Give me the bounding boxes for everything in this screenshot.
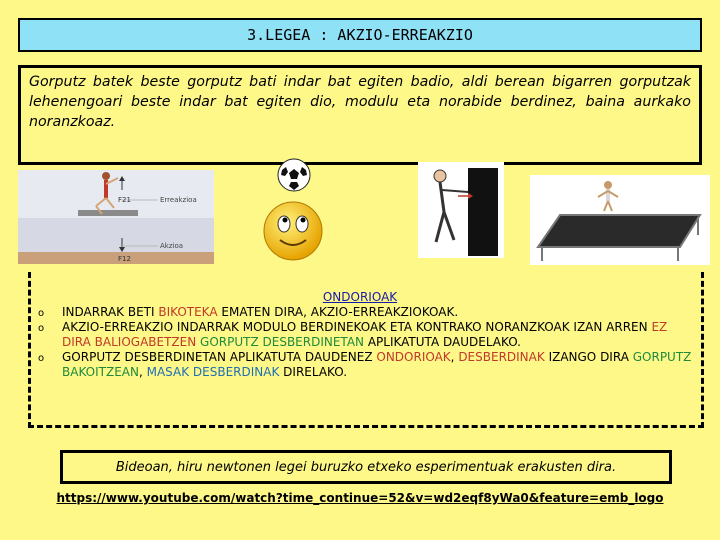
slide-title-text: 3.LEGEA : AKZIO-ERREAKZIO: [247, 26, 473, 44]
trampoline-image: [530, 175, 710, 265]
bullet-icon: o: [38, 353, 45, 364]
bullet-icon: o: [38, 323, 45, 334]
slide-title: [18, 18, 702, 52]
conclusion-item: o INDARRAK BETI BIKOTEKA EMATEN DIRA, AKZIO-ERREAKZIOKOAK.: [38, 305, 459, 319]
conclusions-list: [38, 305, 698, 380]
youtube-link[interactable]: https://www.youtube.com/watch?time_continue=52&v=wd2eqf8yWa0&feature=emb_logo: [56, 491, 664, 505]
f21-label: F21: [118, 196, 131, 204]
video-note-box: [60, 450, 672, 484]
f12-label: F12: [118, 255, 131, 263]
jumper-diagram-image: [18, 170, 214, 264]
soccer-ball-image: [277, 158, 311, 192]
definition-text: Gorputz batek beste gorputz bati indar bat egiten badio, aldi berean bigarren gorputzak lehenengoari beste indar bat egiten dio, modulu eta norabide berdinez, baina aurkako noranzkoaz.: [29, 74, 691, 130]
conclusions-heading: ONDORIOAK: [322, 290, 398, 304]
smiley-face-image: [262, 200, 324, 262]
bullet-icon: o: [38, 308, 45, 319]
conclusion-item: o GORPUTZ DESBERDINETAN APLIKATUTA DAUDENEZ ONDORIOAK, DESBERDINAK IZANGO DIRA GORPUTZ BAKOITZEAN, MASAK DESBERDINAK DIRELAKO.: [38, 350, 692, 379]
erreakzioa-label: Erreakzioa: [160, 196, 197, 204]
video-note-text: Bideoan, hiru newtonen legei buruzko etxeko esperimentuak erakusten dira.: [115, 459, 617, 475]
akzioa-label: Akzioa: [160, 242, 184, 250]
definition-box: [18, 65, 702, 165]
conclusion-item: o AKZIO-ERREAKZIO INDARRAK MODULO BERDINEKOAK ETA KONTRAKO NORANZKOAK IZAN ARREN EZ DIRA BALIOGABETZEN GORPUTZ DESBERDINETAN APLIKATUTA DAUDELAKO.: [38, 320, 668, 349]
pushing-wall-image: [418, 162, 504, 258]
